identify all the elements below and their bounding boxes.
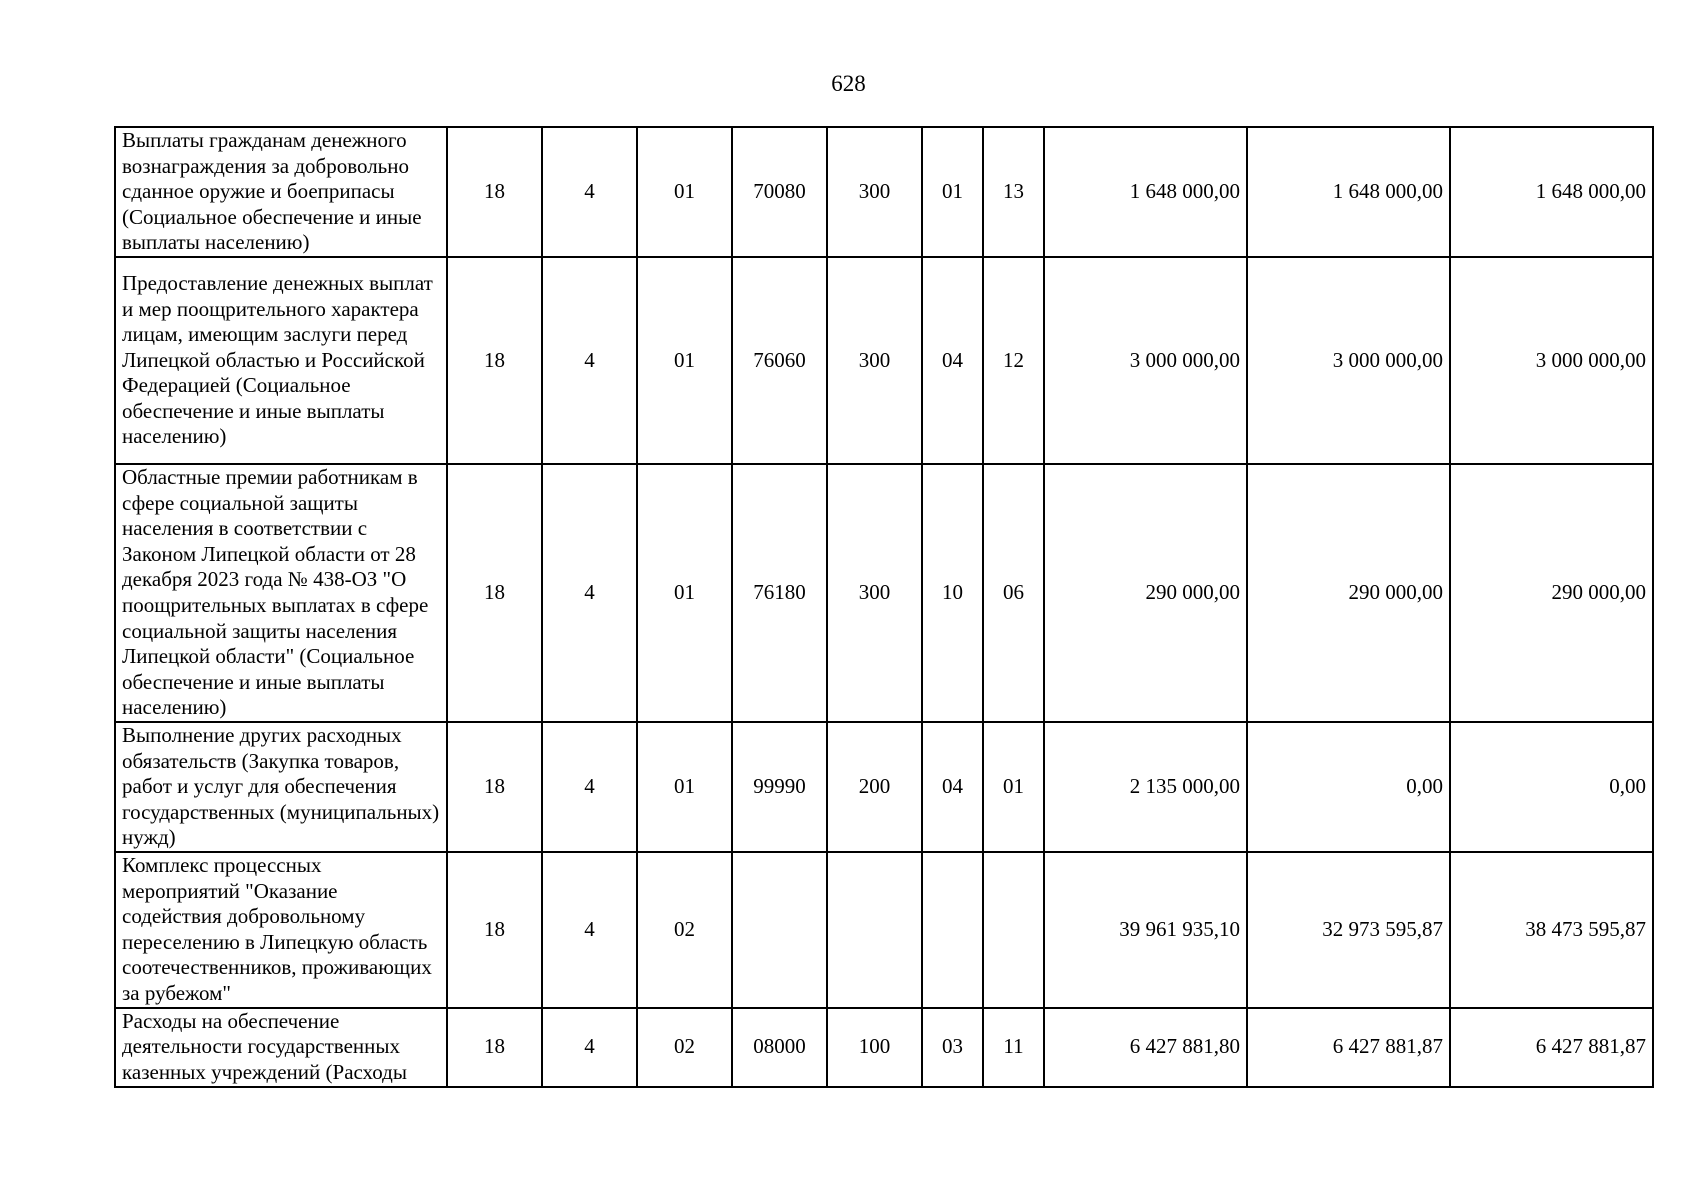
code-cell: 01 [922, 127, 983, 257]
table-row [115, 127, 1653, 257]
code-cell: 18 [447, 127, 542, 257]
code-cell: 01 [637, 127, 732, 257]
table-row [115, 1008, 1653, 1087]
code-cell: 4 [542, 257, 637, 464]
code-cell: 4 [542, 852, 637, 1008]
code-cell: 12 [983, 257, 1044, 464]
amount-cell: 1 648 000,00 [1247, 127, 1450, 257]
code-cell: 01 [637, 464, 732, 722]
code-cell: 70080 [732, 127, 827, 257]
code-cell: 18 [447, 852, 542, 1008]
code-cell: 76060 [732, 257, 827, 464]
code-cell: 4 [542, 722, 637, 852]
code-cell: 4 [542, 464, 637, 722]
code-cell: 03 [922, 1008, 983, 1087]
code-cell: 04 [922, 257, 983, 464]
table-row [115, 722, 1653, 852]
amount-cell: 39 961 935,10 [1044, 852, 1247, 1008]
row-description: Выполнение других расходных обязательств (Закупка товаров, работ и услуг для обеспечения государственных (муниципальных) нужд) [115, 722, 447, 852]
row-description: Предоставление денежных выплат и мер поощрительного характера лицам, имеющим заслуги перед Липецкой областью и Российской Федерацией (Социальное обеспечение и иные выплаты населению) [115, 257, 447, 464]
amount-cell: 3 000 000,00 [1247, 257, 1450, 464]
code-cell: 76180 [732, 464, 827, 722]
amount-cell: 6 427 881,80 [1044, 1008, 1247, 1087]
code-cell: 18 [447, 722, 542, 852]
code-cell: 01 [637, 722, 732, 852]
amount-cell: 32 973 595,87 [1247, 852, 1450, 1008]
table-row [115, 852, 1653, 1008]
amount-cell: 1 648 000,00 [1044, 127, 1247, 257]
code-cell: 10 [922, 464, 983, 722]
code-cell [922, 852, 983, 1008]
code-cell: 02 [637, 852, 732, 1008]
code-cell [827, 852, 922, 1008]
code-cell: 4 [542, 1008, 637, 1087]
code-cell [732, 852, 827, 1008]
code-cell: 99990 [732, 722, 827, 852]
amount-cell: 6 427 881,87 [1450, 1008, 1653, 1087]
page-number: 628 [831, 71, 866, 96]
code-cell: 01 [983, 722, 1044, 852]
code-cell: 100 [827, 1008, 922, 1087]
code-cell: 06 [983, 464, 1044, 722]
amount-cell: 2 135 000,00 [1044, 722, 1247, 852]
row-description: Расходы на обеспечение деятельности государственных казенных учреждений (Расходы [115, 1008, 447, 1087]
amount-cell: 0,00 [1247, 722, 1450, 852]
row-description: Областные премии работникам в сфере социальной защиты населения в соответствии с Законом Липецкой области от 28 декабря 2023 года № 438-ОЗ "О поощрительных выплатах в сфере социальной защиты населения Липецкой области" (Социальное обеспечение и иные выплаты населению) [115, 464, 447, 722]
amount-cell: 290 000,00 [1044, 464, 1247, 722]
code-cell: 18 [447, 1008, 542, 1087]
amount-cell: 290 000,00 [1247, 464, 1450, 722]
code-cell: 18 [447, 464, 542, 722]
code-cell: 02 [637, 1008, 732, 1087]
code-cell: 13 [983, 127, 1044, 257]
code-cell: 300 [827, 257, 922, 464]
amount-cell: 290 000,00 [1450, 464, 1653, 722]
code-cell: 11 [983, 1008, 1044, 1087]
code-cell: 04 [922, 722, 983, 852]
amount-cell: 3 000 000,00 [1450, 257, 1653, 464]
amount-cell: 6 427 881,87 [1247, 1008, 1450, 1087]
row-description: Выплаты гражданам денежного вознаграждения за добровольно сданное оружие и боеприпасы (Социальное обеспечение и иные выплаты населению) [115, 127, 447, 257]
code-cell: 300 [827, 127, 922, 257]
code-cell: 300 [827, 464, 922, 722]
amount-cell: 0,00 [1450, 722, 1653, 852]
amount-cell: 3 000 000,00 [1044, 257, 1247, 464]
table-row [115, 257, 1653, 464]
code-cell [983, 852, 1044, 1008]
code-cell: 4 [542, 127, 637, 257]
row-description: Комплекс процессных мероприятий "Оказание содействия добровольному переселению в Липецкую область соотечественников, проживающих за рубежом" [115, 852, 447, 1008]
budget-table [114, 126, 1654, 1088]
code-cell: 200 [827, 722, 922, 852]
amount-cell: 1 648 000,00 [1450, 127, 1653, 257]
code-cell: 18 [447, 257, 542, 464]
amount-cell: 38 473 595,87 [1450, 852, 1653, 1008]
code-cell: 08000 [732, 1008, 827, 1087]
code-cell: 01 [637, 257, 732, 464]
table-row [115, 464, 1653, 722]
